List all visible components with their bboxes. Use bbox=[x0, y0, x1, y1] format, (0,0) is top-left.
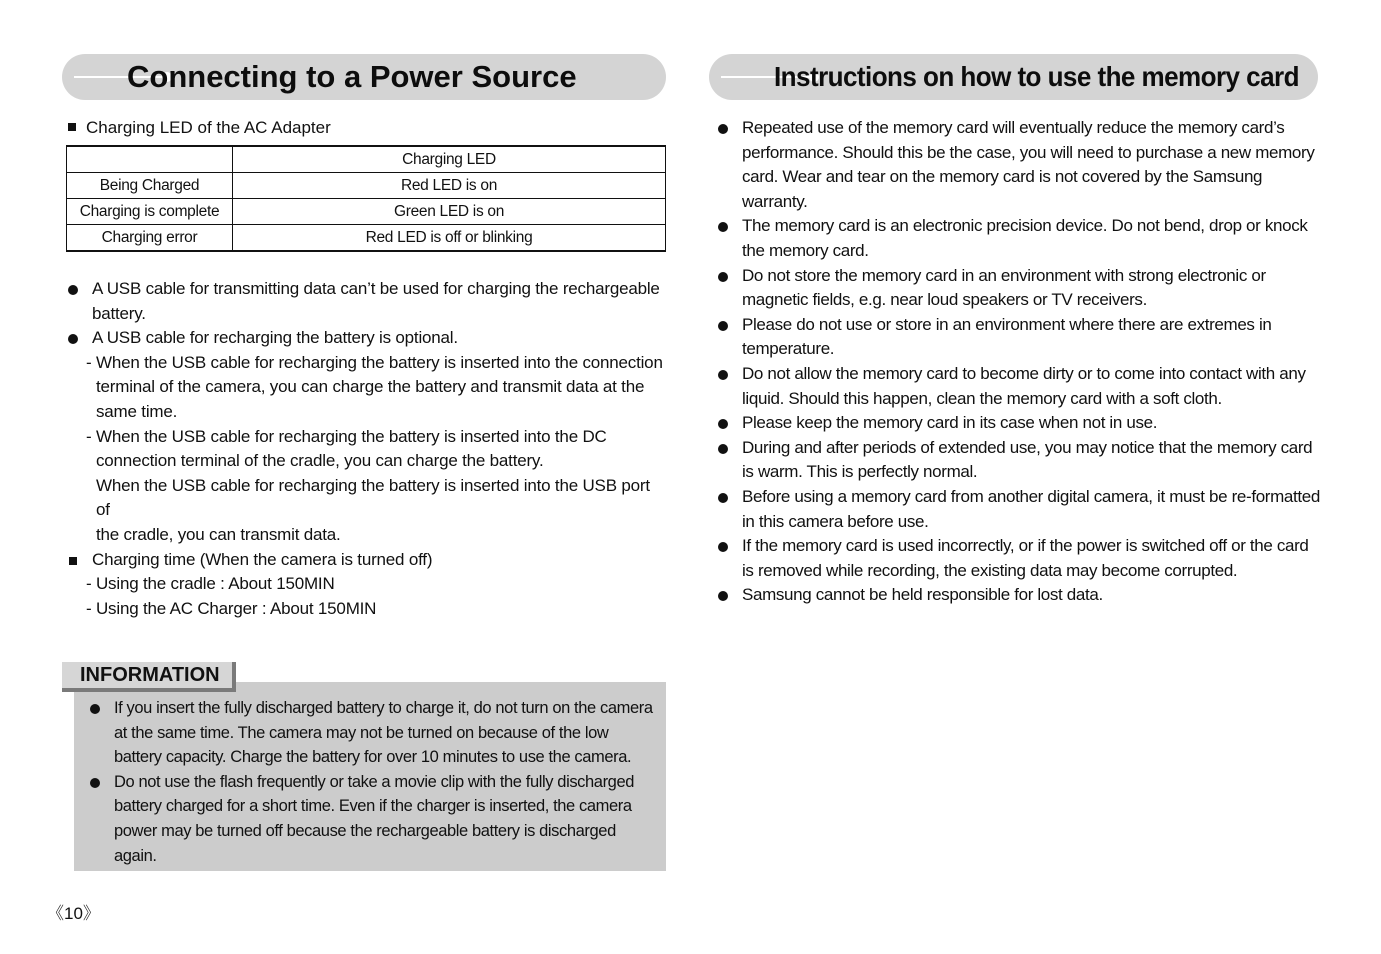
list-item: Before using a memory card from another digital camera, it must be re-formatted in this camera before use. bbox=[718, 485, 1323, 534]
table-row bbox=[67, 225, 666, 252]
bullet-icon bbox=[718, 321, 728, 331]
list-item: Please do not use or store in an environment where there are extremes in temperature. bbox=[718, 313, 1323, 362]
led-heading: Charging LED of the AC Adapter bbox=[68, 117, 331, 139]
bullet-icon bbox=[718, 542, 728, 552]
sub-list: - When the USB cable for recharging the battery is inserted into the connection terminal of the camera, you can charge the battery and transmit data at the same time. - When the USB cable for recharging the battery is inserted into the DC connection terminal of the cradle, you can charge the battery. When the USB cable for recharging the battery is inserted into the USB port of the cradle, you can transmit data. bbox=[86, 352, 663, 544]
bullet-icon bbox=[718, 419, 728, 429]
list-item: Do not allow the memory card to become dirty or to come into contact with any liquid. Should this happen, clean the memory card with a soft cloth. bbox=[718, 362, 1323, 411]
list-item: Please keep the memory card in its case when not in use. bbox=[718, 411, 1323, 436]
bullet-icon bbox=[718, 444, 728, 454]
table-row bbox=[67, 173, 666, 199]
table-row bbox=[67, 199, 666, 225]
bullet-icon bbox=[718, 591, 728, 601]
list-item: A USB cable for recharging the battery is optional. bbox=[68, 326, 668, 351]
list-item: If the memory card is used incorrectly, or if the power is switched off or the card is removed while recording, the existing data may become corrupted. bbox=[718, 534, 1323, 583]
list-item: Samsung cannot be held responsible for lost data. bbox=[718, 583, 1323, 608]
list-item: Do not store the memory card in an environment with strong electronic or magnetic fields, e.g. near loud speakers or TV receivers. bbox=[718, 264, 1323, 313]
table-header-cell: Charging LED bbox=[233, 146, 666, 173]
memory-card-instructions bbox=[718, 116, 1323, 608]
information-text bbox=[90, 696, 655, 868]
list-item: The memory card is an electronic precision device. Do not bend, drop or knock the memory card. bbox=[718, 214, 1323, 263]
bullet-icon bbox=[718, 370, 728, 380]
square-bullet-icon bbox=[68, 123, 76, 131]
page-title: Instructions on how to use the memory card bbox=[774, 61, 1299, 92]
table-cell: Being Charged bbox=[67, 173, 233, 199]
table-cell: Green LED is on bbox=[233, 199, 666, 225]
table-cell: Red LED is off or blinking bbox=[233, 225, 666, 252]
bullet-icon bbox=[90, 704, 100, 714]
list-item: If you insert the fully discharged battery to charge it, do not turn on the camera at the same time. The camera may not be turned on because of the low battery capacity. Charge the battery for over 10 minutes to use the camera. bbox=[90, 696, 655, 770]
table-cell: Charging error bbox=[67, 225, 233, 252]
bullet-icon bbox=[90, 778, 100, 788]
usb-notes bbox=[68, 277, 668, 621]
section-title-bar bbox=[709, 54, 1318, 100]
charging-led-table bbox=[66, 145, 666, 252]
square-bullet-icon bbox=[69, 557, 77, 565]
table-header-row bbox=[67, 146, 666, 173]
table-header-cell bbox=[67, 146, 233, 173]
bullet-icon bbox=[68, 285, 78, 295]
bullet-icon bbox=[68, 334, 78, 344]
bullet-icon bbox=[718, 493, 728, 503]
information-box bbox=[74, 682, 666, 871]
page-number: 《10》 bbox=[47, 904, 100, 923]
bullet-icon bbox=[718, 124, 728, 134]
information-label: INFORMATION bbox=[80, 664, 220, 686]
bullet-icon bbox=[718, 272, 728, 282]
list-item: Repeated use of the memory card will eventually reduce the memory card’s performance. Should this be the case, you will need to purchase a new memory card. Wear and tear on the memory card is not covered by the Samsung warranty. bbox=[718, 116, 1323, 214]
bullet-icon bbox=[718, 222, 728, 232]
table-cell: Charging is complete bbox=[67, 199, 233, 225]
page-title: Connecting to a Power Source bbox=[127, 59, 577, 94]
charging-time-heading: Charging time (When the camera is turned off) bbox=[68, 548, 668, 573]
information-label-tab bbox=[62, 662, 236, 692]
sub-list: - Using the cradle : About 150MIN - Using the AC Charger : About 150MIN bbox=[86, 574, 377, 618]
table-cell: Red LED is on bbox=[233, 173, 666, 199]
list-item: During and after periods of extended use, you may notice that the memory card is warm. This is perfectly normal. bbox=[718, 436, 1323, 485]
section-title-bar bbox=[62, 54, 666, 100]
list-item: A USB cable for transmitting data can’t be used for charging the rechargeable battery. bbox=[68, 277, 668, 326]
list-item: Do not use the flash frequently or take a movie clip with the fully discharged battery charged for a short time. Even if the charger is inserted, the camera power may be turned off because the rechargeable battery is discharged again. bbox=[90, 770, 655, 868]
